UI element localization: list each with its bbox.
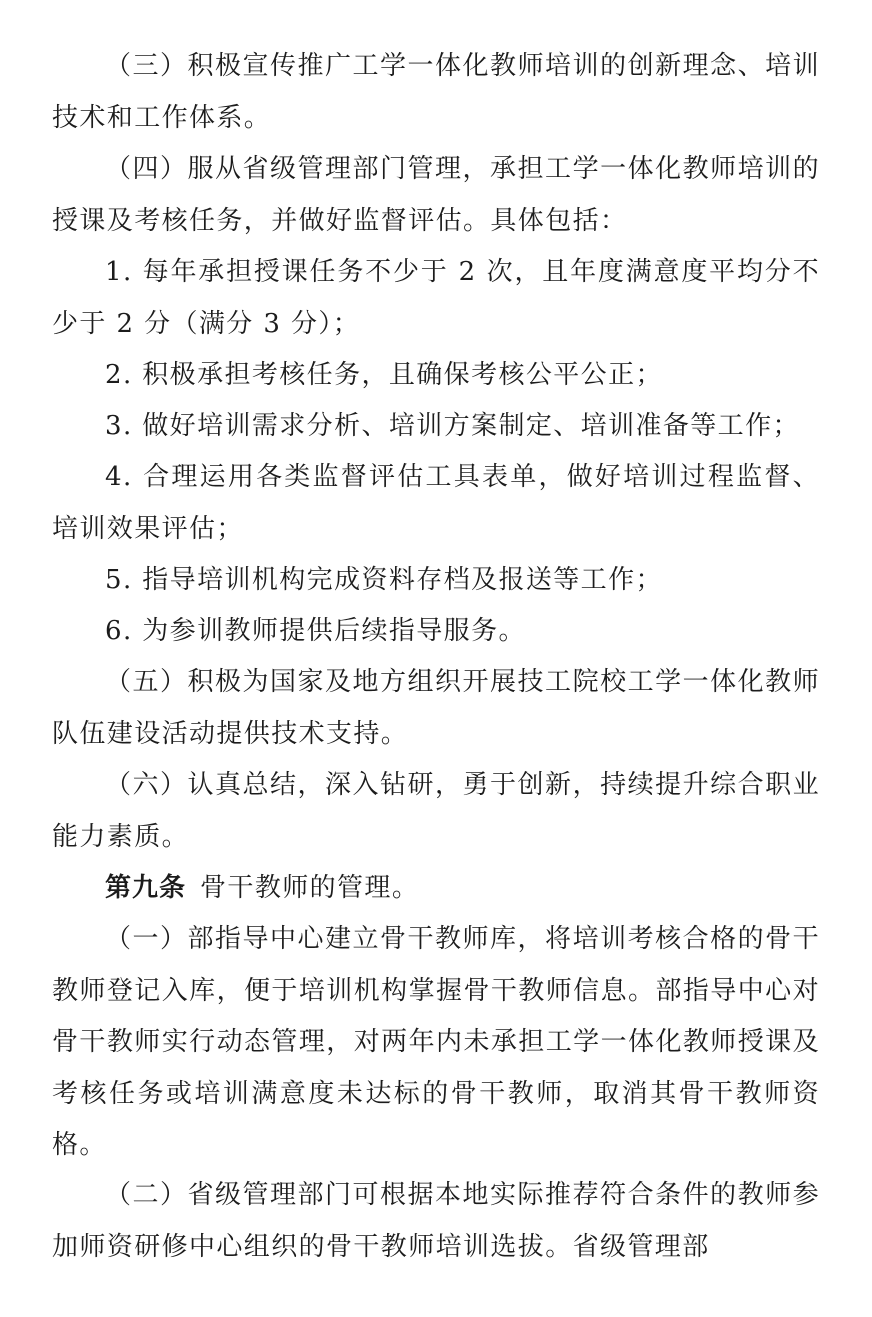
paragraph-5-technical-support: （五）积极为国家及地方组织开展技工院校工学一体化教师队伍建设活动提供技术支持。 [52, 667, 820, 749]
paragraph-4-duties: （四）服从省级管理部门管理，承担工学一体化教师培训的授课及考核任务，并做好监督评估。具体包括： [52, 154, 820, 236]
article-9-paragraph-1: （一）部指导中心建立骨干教师库，将培训考核合格的骨干教师登记入库，便于培训机构掌握骨干教师信息。部指导中心对骨干教师实行动态管理，对两年内未承担工学一体化教师授课及考核任务或培训满意度未达标的骨干教师，取消其骨干教师资格。 [52, 924, 820, 1160]
article-number: 第九条 [105, 873, 187, 903]
list-item-2-assessment: 2. 积极承担考核任务，且确保考核公平公正； [105, 360, 663, 390]
list-item-6-follow-up: 6. 为参训教师提供后续指导服务。 [105, 616, 526, 646]
list-item-1-teaching-tasks: 1. 每年承担授课任务不少于 2 次，且年度满意度平均分不少于 2 分（满分 3 分）； [52, 257, 820, 339]
article-9-heading [52, 863, 820, 915]
article-title: 骨干教师的管理。 [200, 873, 420, 903]
article-9-paragraph-2: （二）省级管理部门可根据本地实际推荐符合条件的教师参加师资研修中心组织的骨干教师培训选拔。省级管理部 [52, 1180, 820, 1262]
list-item-4-supervision: 4. 合理运用各类监督评估工具表单，做好培训过程监督、培训效果评估； [52, 462, 820, 544]
paragraph-6-improvement: （六）认真总结，深入钻研，勇于创新，持续提升综合职业能力素质。 [52, 770, 820, 852]
paragraph-3-promotion: （三）积极宣传推广工学一体化教师培训的创新理念、培训技术和工作体系。 [52, 51, 820, 133]
list-item-3-training-prep: 3. 做好培训需求分析、培训方案制定、培训准备等工作； [105, 411, 800, 441]
list-item-5-archiving: 5. 指导培训机构完成资料存档及报送等工作； [105, 565, 663, 595]
